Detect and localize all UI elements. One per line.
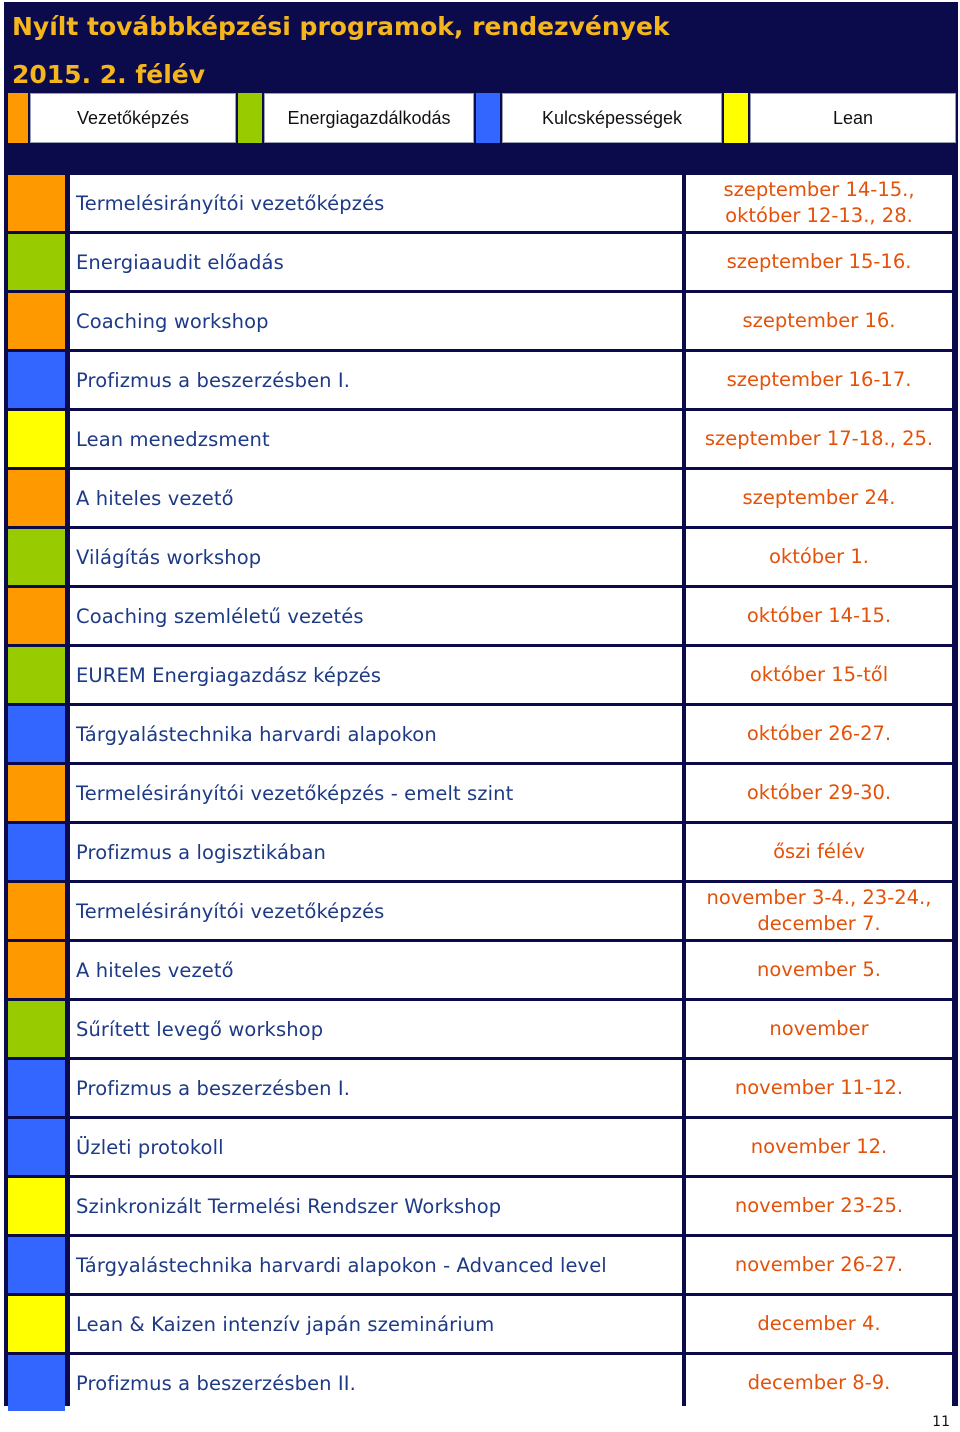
event-date: október 29-30. <box>686 765 952 821</box>
page-title: Nyílt továbbképzési programok, rendezvények <box>12 12 670 41</box>
table-row <box>8 352 954 408</box>
category-color-swatch <box>8 293 65 349</box>
event-name: Profizmus a beszerzésben I. <box>70 1060 682 1116</box>
category-color-swatch <box>8 1119 65 1175</box>
event-date: szeptember 15-16. <box>686 234 952 290</box>
event-date: szeptember 16-17. <box>686 352 952 408</box>
legend-swatch-energiagazdalkodas <box>238 93 262 143</box>
event-name: Coaching szemléletű vezetés <box>70 588 682 644</box>
event-date: október 1. <box>686 529 952 585</box>
category-color-swatch <box>8 1355 65 1411</box>
category-color-swatch <box>8 765 65 821</box>
category-color-swatch <box>8 1001 65 1057</box>
category-color-swatch <box>8 1060 65 1116</box>
event-date: október 15-től <box>686 647 952 703</box>
category-color-swatch <box>8 883 65 939</box>
table-row <box>8 1001 954 1057</box>
event-date: október 14-15. <box>686 588 952 644</box>
page-subtitle: 2015. 2. félév <box>12 60 206 89</box>
event-name: Energiaaudit előadás <box>70 234 682 290</box>
event-name: Profizmus a logisztikában <box>70 824 682 880</box>
event-name: Termelésirányítói vezetőképzés <box>70 883 682 939</box>
category-color-swatch <box>8 1178 65 1234</box>
legend-energiagazdalkodas: Energiagazdálkodás <box>264 93 474 143</box>
table-row <box>8 883 954 939</box>
event-date: november 12. <box>686 1119 952 1175</box>
event-name: Világítás workshop <box>70 529 682 585</box>
event-date: szeptember 17-18., 25. <box>686 411 952 467</box>
event-date: október 26-27. <box>686 706 952 762</box>
category-color-swatch <box>8 942 65 998</box>
table-row <box>8 824 954 880</box>
table-row <box>8 1119 954 1175</box>
event-name: Tárgyalástechnika harvardi alapokon <box>70 706 682 762</box>
category-color-swatch <box>8 588 65 644</box>
legend-lean: Lean <box>750 93 956 143</box>
event-name: Sűrített levegő workshop <box>70 1001 682 1057</box>
event-date: november <box>686 1001 952 1057</box>
event-date: november 26-27. <box>686 1237 952 1293</box>
event-date: szeptember 24. <box>686 470 952 526</box>
category-color-swatch <box>8 529 65 585</box>
table-row <box>8 1355 954 1411</box>
table-row <box>8 588 954 644</box>
event-name: Coaching workshop <box>70 293 682 349</box>
table-row <box>8 765 954 821</box>
table-row <box>8 706 954 762</box>
event-name: Lean menedzsment <box>70 411 682 467</box>
event-name: A hiteles vezető <box>70 470 682 526</box>
legend-swatch-vezetokepzes <box>8 93 28 143</box>
table-row <box>8 411 954 467</box>
category-color-swatch <box>8 647 65 703</box>
event-name: Profizmus a beszerzésben II. <box>70 1355 682 1411</box>
category-color-swatch <box>8 1237 65 1293</box>
table-row <box>8 1237 954 1293</box>
event-name: Üzleti protokoll <box>70 1119 682 1175</box>
category-color-swatch <box>8 411 65 467</box>
event-date: december 4. <box>686 1296 952 1352</box>
category-color-swatch <box>8 470 65 526</box>
legend-vezetokepzes: Vezetőképzés <box>30 93 236 143</box>
event-name: Tárgyalástechnika harvardi alapokon - Advanced level <box>70 1237 682 1293</box>
category-color-swatch <box>8 1296 65 1352</box>
event-date: november 5. <box>686 942 952 998</box>
event-date: november 3-4., 23-24., december 7. <box>686 883 952 939</box>
table-row <box>8 1178 954 1234</box>
table-row <box>8 470 954 526</box>
table-row <box>8 175 954 231</box>
event-date: szeptember 16. <box>686 293 952 349</box>
event-date: őszi félév <box>686 824 952 880</box>
event-name: Szinkronizált Termelési Rendszer Workshop <box>70 1178 682 1234</box>
table-row <box>8 234 954 290</box>
table-row <box>8 1060 954 1116</box>
category-color-swatch <box>8 175 65 231</box>
legend-swatch-lean <box>724 93 748 143</box>
category-color-swatch <box>8 234 65 290</box>
event-name: Lean & Kaizen intenzív japán szeminárium <box>70 1296 682 1352</box>
event-date: szeptember 14-15., október 12-13., 28. <box>686 175 952 231</box>
table-row <box>8 1296 954 1352</box>
table-row <box>8 293 954 349</box>
event-date: december 8-9. <box>686 1355 952 1411</box>
event-name: Termelésirányítói vezetőképzés - emelt szint <box>70 765 682 821</box>
category-color-swatch <box>8 352 65 408</box>
table-row <box>8 942 954 998</box>
event-name: EUREM Energiagazdász képzés <box>70 647 682 703</box>
page-number: 11 <box>932 1414 950 1430</box>
legend-kulcskepessegek: Kulcsképességek <box>502 93 722 143</box>
event-name: Profizmus a beszerzésben I. <box>70 352 682 408</box>
event-date: november 23-25. <box>686 1178 952 1234</box>
event-name: Termelésirányítói vezetőképzés <box>70 175 682 231</box>
table-row <box>8 529 954 585</box>
legend-swatch-kulcskepessegek <box>476 93 500 143</box>
table-row <box>8 647 954 703</box>
category-color-swatch <box>8 824 65 880</box>
event-date: november 11-12. <box>686 1060 952 1116</box>
event-name: A hiteles vezető <box>70 942 682 998</box>
category-color-swatch <box>8 706 65 762</box>
